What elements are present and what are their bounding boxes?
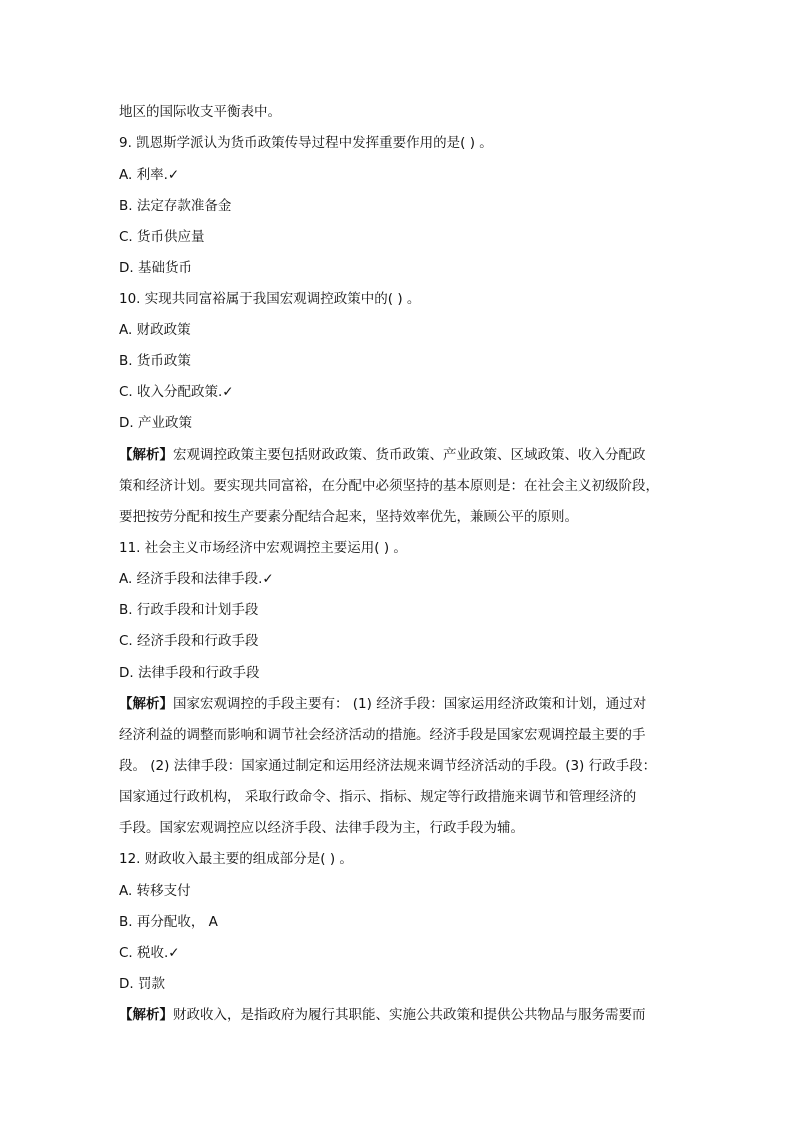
analysis-11-line-2: 经济利益的调整而影响和调节社会经济活动的措施。经济手段是国家宏观调控最主要的手 xyxy=(119,727,646,743)
q11-option-b: B. 行政手段和计划手段 xyxy=(119,602,259,618)
q10-option-d: D. 产业政策 xyxy=(119,415,192,431)
analysis-10-line-1 xyxy=(119,446,646,464)
q12-option-d: D. 罚款 xyxy=(119,976,165,992)
q10-option-c: C. 收入分配政策.✓ xyxy=(119,384,234,400)
q12-option-a: A. 转移支付 xyxy=(119,883,191,899)
analysis-11-line-4: 国家通过行政机构， 采取行政命令、指示、指标、规定等行政措施来调节和管理经济的 xyxy=(119,789,637,805)
q11-option-a: A. 经济手段和法律手段.✓ xyxy=(119,571,274,587)
analysis-text: 宏观调控政策主要包括财政政策、货币政策、产业政策、区域政策、收入分配政 xyxy=(173,447,646,463)
q12-option-c: C. 税收.✓ xyxy=(119,945,180,961)
q9-option-a: A. 利率.✓ xyxy=(119,167,180,183)
analysis-text: 财政收入，是指政府为履行其职能、实施公共政策和提供公共物品与服务需要而 xyxy=(173,1007,646,1023)
q10-option-a: A. 财政政策 xyxy=(119,322,191,338)
question-9: 9. 凯恩斯学派认为货币政策传导过程中发挥重要作用的是( ) 。 xyxy=(119,135,493,151)
q9-option-d: D. 基础货币 xyxy=(119,260,192,276)
question-11: 11. 社会主义市场经济中宏观调控主要运用( ) 。 xyxy=(119,540,407,556)
text-line: 地区的国际收支平衡表中。 xyxy=(119,104,281,120)
analysis-10-line-3: 要把按劳分配和按生产要素分配结合起来，坚持效率优先，兼顾公平的原则。 xyxy=(119,509,578,525)
q9-option-c: C. 货币供应量 xyxy=(119,229,205,245)
analysis-text: 国家宏观调控的手段主要有： (1) 经济手段：国家运用经济政策和计划，通过对 xyxy=(173,696,647,712)
analysis-12-line-1 xyxy=(119,1006,646,1024)
q10-option-b: B. 货币政策 xyxy=(119,353,191,369)
analysis-11-line-3: 段。 (2) 法律手段：国家通过制定和运用经济法规来调节经济活动的手段。(3) 行政手段： xyxy=(119,758,657,774)
analysis-10-line-2: 策和经济计划。要实现共同富裕，在分配中必须坚持的基本原则是：在社会主义初级阶段， xyxy=(119,478,659,494)
analysis-tag: 【解析】 xyxy=(119,1007,173,1023)
question-12: 12. 财政收入最主要的组成部分是( ) 。 xyxy=(119,851,353,867)
analysis-11-line-5: 手段。国家宏观调控应以经济手段、法律手段为主，行政手段为辅。 xyxy=(119,820,524,836)
analysis-tag: 【解析】 xyxy=(119,696,173,712)
q12-option-b: B. 再分配收， A xyxy=(119,914,218,930)
q9-option-b: B. 法定存款准备金 xyxy=(119,198,232,214)
question-10: 10. 实现共同富裕属于我国宏观调控政策中的( ) 。 xyxy=(119,291,421,307)
analysis-11-line-1 xyxy=(119,695,646,713)
analysis-tag: 【解析】 xyxy=(119,447,173,463)
q11-option-d: D. 法律手段和行政手段 xyxy=(119,665,260,681)
q11-option-c: C. 经济手段和行政手段 xyxy=(119,633,259,649)
